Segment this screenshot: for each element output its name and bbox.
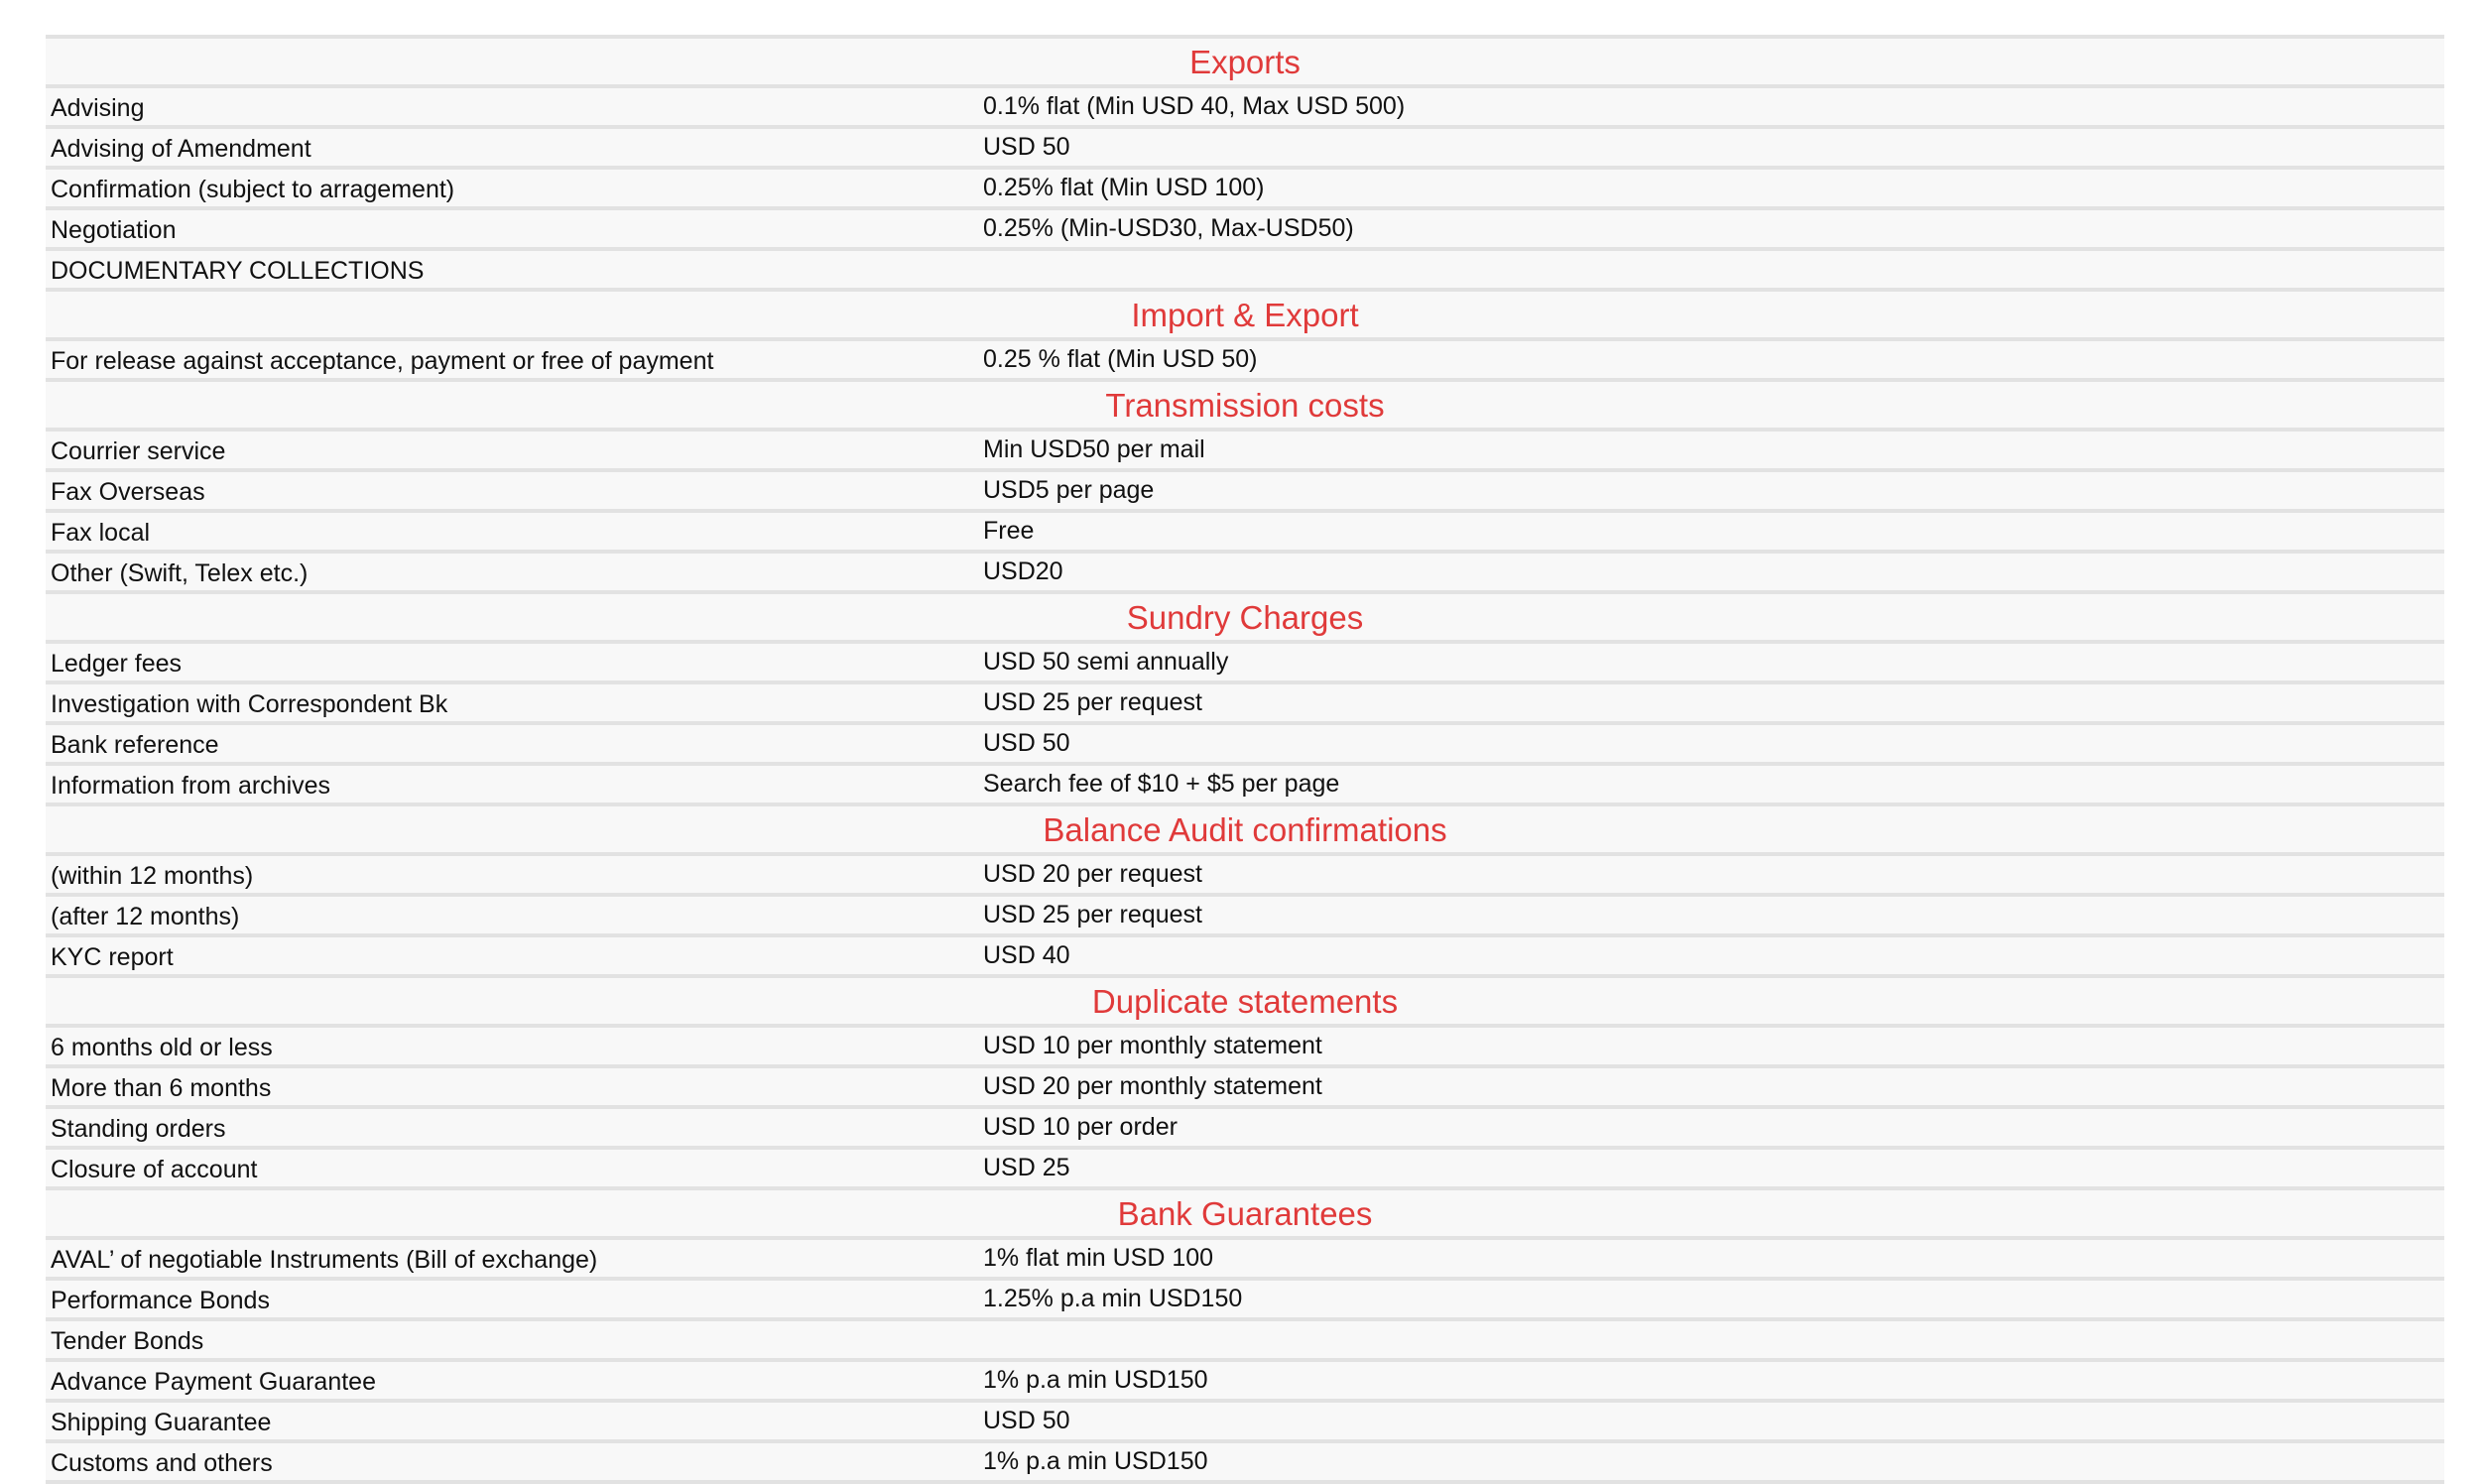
table-row bbox=[46, 509, 2444, 550]
fee-label: Fax local bbox=[51, 519, 151, 547]
fee-value: USD 50 bbox=[983, 133, 1070, 161]
table-row bbox=[46, 721, 2444, 762]
table-row bbox=[46, 933, 2444, 974]
table-row bbox=[46, 337, 2444, 378]
fee-label: Bank reference bbox=[51, 731, 219, 759]
fee-label: Closure of account bbox=[51, 1156, 258, 1183]
table-row bbox=[46, 247, 2444, 288]
table-row bbox=[46, 1236, 2444, 1277]
fee-value: USD 25 per request bbox=[983, 688, 1202, 716]
section-title: Balance Audit confirmations bbox=[1043, 811, 1447, 848]
section-header-exports bbox=[46, 35, 2444, 84]
table-row bbox=[46, 206, 2444, 247]
section-header-bank-guarantees bbox=[46, 1186, 2444, 1236]
fee-label: (after 12 months) bbox=[51, 903, 240, 930]
fee-value: USD 50 bbox=[983, 1407, 1070, 1434]
table-row bbox=[46, 550, 2444, 590]
fee-value: Min USD50 per mail bbox=[983, 435, 1205, 463]
fee-label: 6 months old or less bbox=[51, 1034, 273, 1061]
fee-value: USD 25 per request bbox=[983, 901, 1202, 928]
fee-value: 1% p.a min USD150 bbox=[983, 1447, 1208, 1475]
section-title: Duplicate statements bbox=[1091, 983, 1399, 1020]
fee-label: Information from archives bbox=[51, 772, 331, 800]
fee-label: Customs and others bbox=[51, 1449, 273, 1477]
table-row bbox=[46, 468, 2444, 509]
fee-label: KYC report bbox=[51, 943, 174, 971]
fee-value: USD 20 per request bbox=[983, 860, 1202, 888]
fee-label: Other (Swift, Telex etc.) bbox=[51, 559, 309, 587]
table-row bbox=[46, 1064, 2444, 1105]
table-row bbox=[46, 680, 2444, 721]
fee-value: USD 25 bbox=[983, 1154, 1070, 1181]
table-row bbox=[46, 1277, 2444, 1317]
fee-value: 0.25% (Min-USD30, Max-USD50) bbox=[983, 214, 1354, 242]
fee-value: 1.25% p.a min USD150 bbox=[983, 1285, 1243, 1312]
section-header-sundry-charges bbox=[46, 590, 2444, 640]
fee-value: 0.25% flat (Min USD 100) bbox=[983, 174, 1265, 201]
section-title: Transmission costs bbox=[1105, 387, 1385, 424]
fee-label: Advising of Amendment bbox=[51, 135, 311, 163]
fee-label: Standing orders bbox=[51, 1115, 226, 1143]
table-row bbox=[46, 1024, 2444, 1064]
section-header-balance-audit-confirmations bbox=[46, 803, 2444, 852]
section-header-transmission-costs bbox=[46, 378, 2444, 428]
section-title: Sundry Charges bbox=[1126, 599, 1364, 636]
fee-label: DOCUMENTARY COLLECTIONS bbox=[51, 257, 425, 285]
fee-value: USD 40 bbox=[983, 941, 1070, 969]
table-row bbox=[46, 1146, 2444, 1186]
fee-value: Search fee of $10 + $5 per page bbox=[983, 770, 1340, 798]
fee-label: For release against acceptance, payment or free of payment bbox=[51, 347, 714, 375]
fee-label: Advising bbox=[51, 94, 145, 122]
fee-label: Tender Bonds bbox=[51, 1327, 204, 1355]
fee-value: USD 50 semi annually bbox=[983, 648, 1229, 676]
table-row bbox=[46, 166, 2444, 206]
fee-label: Shipping Guarantee bbox=[51, 1409, 272, 1436]
fee-label: Investigation with Correspondent Bk bbox=[51, 690, 448, 718]
fee-label: Fax Overseas bbox=[51, 478, 205, 506]
section-title: Exports bbox=[1189, 44, 1301, 80]
fee-label: Confirmation (subject to arragement) bbox=[51, 176, 455, 203]
section-title: Bank Guarantees bbox=[1117, 1195, 1373, 1232]
fee-label: (within 12 months) bbox=[51, 862, 254, 890]
section-title: Import & Export bbox=[1131, 297, 1359, 333]
fee-value: 0.25 % flat (Min USD 50) bbox=[983, 345, 1258, 373]
table-row bbox=[46, 428, 2444, 468]
section-header-import-export bbox=[46, 288, 2444, 337]
fee-value: USD 10 per order bbox=[983, 1113, 1178, 1141]
fee-label: Courrier service bbox=[51, 437, 226, 465]
fee-label: Ledger fees bbox=[51, 650, 183, 678]
fee-label: More than 6 months bbox=[51, 1074, 272, 1102]
fee-value: USD20 bbox=[983, 557, 1063, 585]
table-row bbox=[46, 1105, 2444, 1146]
table-row bbox=[46, 1358, 2444, 1399]
fee-label: Advance Payment Guarantee bbox=[51, 1368, 376, 1396]
fee-value: Free bbox=[983, 517, 1035, 545]
table-row bbox=[46, 125, 2444, 166]
fee-value: USD5 per page bbox=[983, 476, 1155, 504]
fee-schedule-table bbox=[46, 35, 2444, 1484]
table-row bbox=[46, 640, 2444, 680]
fee-value: USD 50 bbox=[983, 729, 1070, 757]
fee-value: USD 20 per monthly statement bbox=[983, 1072, 1322, 1100]
fee-label: Performance Bonds bbox=[51, 1287, 270, 1314]
section-header-duplicate-statements bbox=[46, 974, 2444, 1024]
fee-label: AVAL’ of negotiable Instruments (Bill of exchange) bbox=[51, 1246, 598, 1274]
table-row bbox=[46, 1317, 2444, 1358]
table-row bbox=[46, 1399, 2444, 1439]
table-row bbox=[46, 84, 2444, 125]
fee-label: Negotiation bbox=[51, 216, 177, 244]
table-row bbox=[46, 893, 2444, 933]
table-row bbox=[46, 762, 2444, 803]
fee-value: 0.1% flat (Min USD 40, Max USD 500) bbox=[983, 92, 1406, 120]
fee-value: USD 10 per monthly statement bbox=[983, 1032, 1322, 1059]
table-row bbox=[46, 852, 2444, 893]
fee-value: 1% flat min USD 100 bbox=[983, 1244, 1214, 1272]
fee-value: 1% p.a min USD150 bbox=[983, 1366, 1208, 1394]
